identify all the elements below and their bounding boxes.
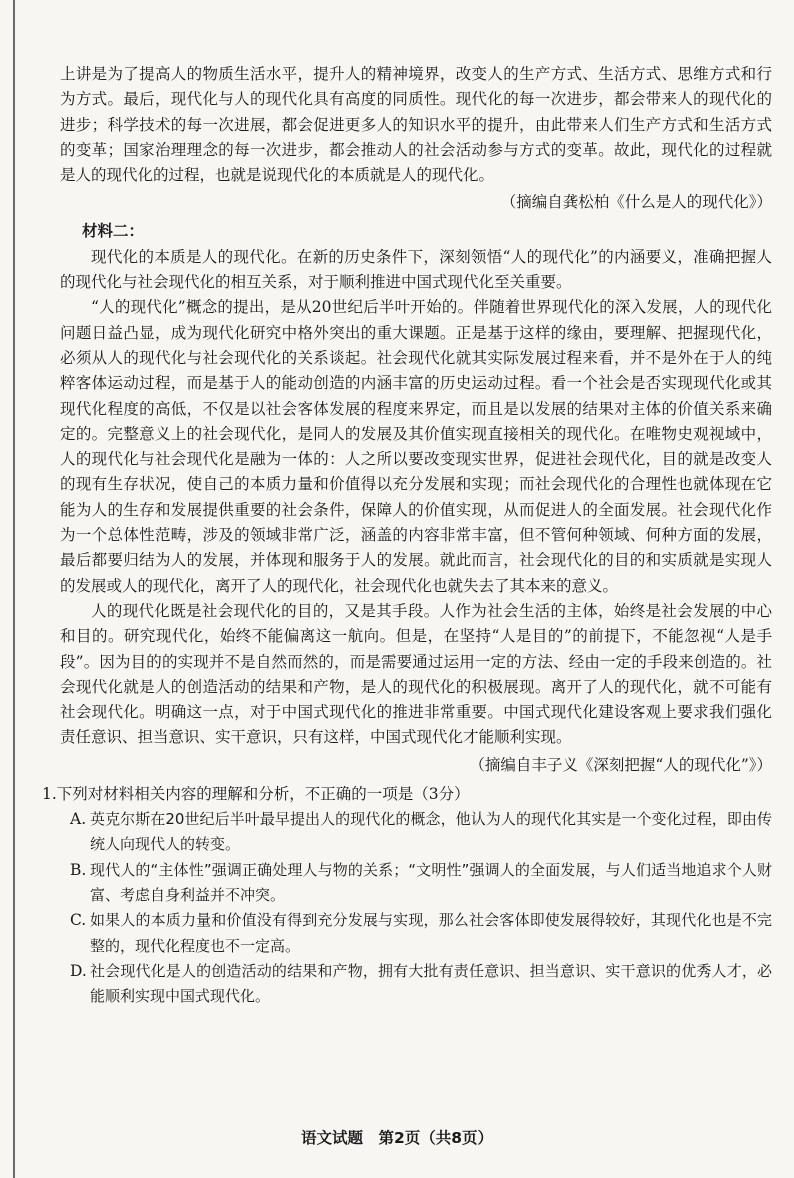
material1-source: （摘编自龚松柏《什么是人的现代化》）	[500, 193, 772, 212]
option-letter: B.	[70, 860, 87, 879]
option-c	[70, 908, 772, 959]
material2-heading: 材料二：	[82, 222, 145, 241]
material2-paragraph: 人的现代化既是社会现代化的目的，又是其手段。人作为社会生活的主体，始终是社会发展的中心和目的。研究现代化，始终不能偏离这一航向。但是，在坚持“人是目的”的前提下，不能忽视“人是手段”。因为目的的实现并不是自然而然的，而是需要通过运用一定的方法、经由一定的手段来创造的。社会现代化就是人的创造活动的结果和产物，是人的现代化的积极展现。离开了人的现代化，就不可能有社会现代化。明确这一点，对于中国式现代化的推进非常重要。中国式现代化建设客观上要求我们强化责任意识、担当意识、实干意识，只有这样，中国式现代化才能顺利实现。	[60, 601, 772, 747]
option-text: 英克尔斯在20世纪后半叶最早提出人的现代化的概念，他认为人的现代化其实是一个变化过程，即由传统人向现代人的转变。	[90, 810, 772, 854]
material1-paragraph-tail: 上讲是为了提高人的物质生活水平，提升人的精神境界，改变人的生产方式、生活方式、思维方式和行为方式。最后，现代化与人的现代化具有高度的同质性。现代化的每一次进步，都会带来人的现代化的进步；科学技术的每一次进展，都会促进更多人的知识水平的提升，由此带来人们生产方式和生活方式的变革；国家治理理念的每一次进步，都会推动人的社会活动参与方式的变革。故此，现代化的过程就是人的现代化的过程，也就是说现代化的本质就是人的现代化。	[60, 65, 772, 185]
option-letter: C.	[70, 911, 87, 930]
binding-margin-line	[13, 0, 15, 1178]
page-content	[42, 62, 772, 1009]
material2-paragraph: 现代化的本质是人的现代化。在新的历史条件下，深刻领悟“人的现代化”的内涵要义，准确把握人的现代化与社会现代化的相互关系，对于顺利推进中国式现代化至关重要。	[60, 247, 772, 292]
option-d	[70, 959, 772, 1010]
option-letter: A.	[70, 810, 87, 829]
option-text: 社会现代化是人的创造活动的结果和产物，拥有大批有责任意识、担当意识、实干意识的优秀人才，必能顺利实现中国式现代化。	[90, 961, 772, 1006]
page-footer: 语文试题 第2页（共8页）	[300, 1129, 494, 1147]
option-b	[70, 858, 772, 909]
material2-paragraph: “人的现代化”概念的提出，是从20世纪后半叶开始的。伴随着世界现代化的深入发展，人的现代化问题日益凸显，成为现代化研究中格外突出的重大课题。正是基于这样的缘由，要理解、把握现代化，必须从人的现代化与社会现代化的关系谈起。社会现代化就其实际发展过程来看，并不是外在于人的纯粹客体运动过程，而是基于人的能动创造的内涵丰富的历史运动过程。看一个社会是否实现现代化或其现代化程度的高低，不仅是以社会客体发展的程度来界定，而且是以发展的结果对主体的价值关系来确定的。完整意义上的社会现代化，是同人的发展及其价值实现直接相关的现代化。在唯物史观视域中，人的现代化与社会现代化是融为一体的：人之所以要改变现实世界，促进社会现代化，目的就是改变人的现有生存状况，使自己的本质力量和价值得以充分发展和实现；而社会现代化的合理性也就体现在它能为人的生存和发展提供重要的社会条件，保障人的价值实现，从而促进人的全面发展。社会现代化作为一个总体性范畴，涉及的领域非常广泛，涵盖的内容非常丰富，但不管何种领域、何种方面的发展，最后都要归结为人的发展，并体现和服务于人的发展。就此而言，社会现代化的目的和实质就是实现人的发展或人的现代化，离开了人的现代化，社会现代化也就失去了其本来的意义。	[60, 298, 772, 595]
question-options	[60, 807, 772, 1009]
option-a	[70, 807, 772, 858]
question-stem: 1.下列对材料相关内容的理解和分析，不正确的一项是（3分）	[42, 784, 470, 803]
material2-source: （摘编自丰子义《深刻把握“人的现代化”》）	[469, 755, 772, 774]
option-text: 现代人的“主体性”强调正确处理人与物的关系；“文明性”强调人的全面发展，与人们适当地追求个人财富、考虑自身利益并不冲突。	[90, 860, 772, 904]
option-text: 如果人的本质力量和价值没有得到充分发展与实现，那么社会客体即使发展得较好，其现代化也是不完整的，现代化程度也不一定高。	[90, 911, 772, 955]
option-letter: D.	[70, 961, 87, 980]
